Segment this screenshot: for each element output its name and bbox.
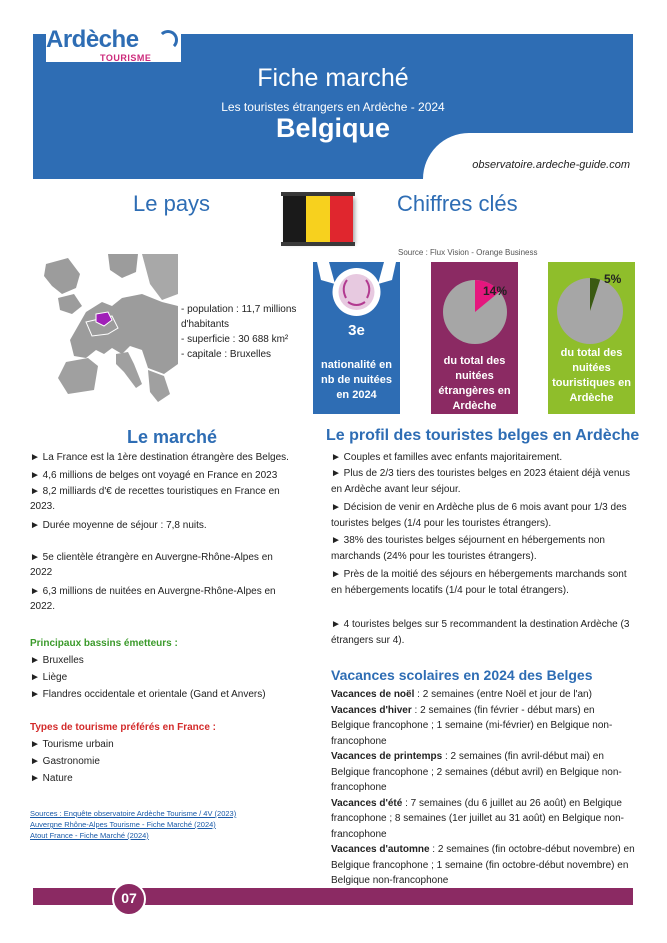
vacances-entry — [331, 749, 636, 796]
brand-name: Ardèche — [46, 26, 139, 53]
logo-swoosh-icon — [158, 30, 178, 50]
country-facts — [181, 302, 301, 362]
vacances-text: : 2 semaines (fin octobre-début novembre) en Belgique francophone ; 1 semaine (fin octobre-début novembre) en Belgique non-francophone — [331, 844, 635, 886]
vacances-text: : 2 semaines (fin avril-début mai) en Belgique francophone ; 2 semaines (début avril) en Belgique non-francophone — [331, 751, 622, 793]
vacances-label: Vacances de printemps — [331, 751, 443, 762]
vacances-entry — [331, 703, 636, 750]
pays-title: Le pays — [133, 191, 211, 216]
source-link[interactable]: Atout France - Fiche Marché (2024) — [30, 831, 149, 840]
list-item: ► La France est la 1ère destination étrangère des Belges. — [30, 452, 289, 463]
vacances-text: : 2 semaines (entre Noël et jour de l'an) — [414, 689, 592, 700]
list-item: ► Liège — [30, 672, 68, 683]
vacances-body — [331, 687, 636, 889]
foreign-share-label: 14% — [483, 284, 508, 298]
belgium-flag-icon — [283, 196, 353, 242]
total-share-label: 5% — [604, 272, 622, 286]
bassins-list — [30, 652, 266, 703]
list-item: ► Flandres occidentale et orientale (Gand et Anvers) — [30, 689, 266, 700]
types-list — [30, 736, 114, 787]
total-share-pie — [556, 277, 624, 345]
vacances-entry — [331, 796, 636, 843]
chiffres-title: Chiffres clés — [397, 191, 518, 216]
list-item: ► Bruxelles — [30, 655, 84, 666]
source-link[interactable]: Auvergne Rhône-Alpes Tourisme - Fiche Marché (2024) — [30, 820, 216, 829]
vacances-label: Vacances d'hiver — [331, 704, 412, 716]
vacances-label: Vacances de noël — [331, 689, 415, 700]
list-item: ► Gastronomie — [30, 756, 100, 767]
vacances-entry — [331, 687, 636, 703]
rank-value: 3e — [348, 322, 365, 339]
brand-sub: TOURISME — [100, 53, 152, 63]
kpi-card-rank — [313, 262, 400, 414]
country-title: Belgique — [275, 113, 390, 143]
sources-block — [30, 808, 236, 841]
list-item: ► 8,2 milliards d'€ de recettes touristiques en France en 2023. — [30, 486, 280, 512]
list-item: ► Tourisme urbain — [30, 739, 114, 750]
europe-map-icon — [38, 254, 178, 404]
rank-caption: nationalité en nb de nuitées en 2024 — [321, 359, 392, 401]
list-item: ► 4,6 millions de belges ont voyagé en France en 2023 — [30, 470, 278, 481]
document-subtitle: Les touristes étrangers en Ardèche - 2024 — [221, 100, 445, 114]
vacances-text: : 7 semaines (du 6 juillet au 26 août) en Belgique francophone ; 8 semaines (1er juillet au 31 août) en Belgique non-francophone — [331, 797, 624, 840]
kpi-card-foreign-share — [431, 262, 518, 414]
source-link[interactable]: Sources : Enquête observatoire Ardèche Tourisme / 4V (2023) — [30, 809, 237, 818]
vacances-label: Vacances d'été — [331, 797, 403, 809]
fact-population: - population : 11,7 millions d'habitants — [181, 304, 297, 330]
vacances-entry — [331, 842, 636, 889]
vacances-text: : 2 semaines (fin février - début mars) en Belgique francophone ; 1 semaine (mi-février) en Belgique non-francophone — [331, 704, 613, 747]
list-item: ► Nature — [30, 773, 73, 784]
list-item: ► 4 touristes belges sur 5 recommandent la destination Ardèche (3 étrangers sur 4). — [331, 619, 630, 646]
list-item: ► Décision de venir en Ardèche plus de 6 mois avant pour 1/3 des touristes belges (1/4 pour les touristes étrangers). — [331, 502, 627, 529]
fact-area: - superficie : 30 688 km² — [181, 334, 289, 345]
flag-rod-bottom — [281, 242, 355, 246]
vacances-title: Vacances scolaires en 2024 des Belges — [331, 667, 593, 683]
list-item: ► Couples et familles avec enfants majoritairement. — [331, 452, 563, 463]
profil-title: Le profil des touristes belges en Ardèche — [326, 427, 640, 444]
fact-capital: - capitale : Bruxelles — [181, 349, 272, 360]
list-item: ► 5e clientèle étrangère en Auvergne-Rhône-Alpes en 2022 — [30, 552, 273, 578]
types-title: Types de tourisme préférés en France : — [30, 722, 216, 733]
list-item: ► 38% des touristes belges séjournent en hébergements non marchands (24% pour les touristes étrangers). — [331, 535, 605, 562]
list-item: ► Durée moyenne de séjour : 7,8 nuits. — [30, 520, 207, 531]
kpi-card-total-share — [548, 262, 635, 414]
list-item: ► Plus de 2/3 tiers des touristes belges en 2023 étaient déjà venus en Ardèche avant leur séjour. — [331, 468, 630, 495]
ardeche-logo — [46, 24, 181, 62]
list-item: ► Près de la moitié des séjours en hébergements marchands sont en hébergements locatifs (1/4 pour le total étrangers). — [331, 569, 627, 596]
marche-title: Le marché — [127, 427, 218, 447]
vacances-label: Vacances d'automne — [331, 844, 430, 855]
page-number: 07 — [112, 882, 146, 916]
medal-icon — [313, 262, 400, 322]
list-item: ► 6,3 millions de nuitées en Auvergne-Rhône-Alpes en 2022. — [30, 586, 276, 612]
site-link[interactable]: observatoire.ardeche-guide.com — [472, 159, 630, 171]
total-share-caption: du total des nuitées touristiques en Ardèche — [552, 347, 631, 404]
document-title: Fiche marché — [257, 64, 409, 92]
source-note: Source : Flux Vision - Orange Business — [398, 248, 538, 257]
foreign-share-caption: du total des nuitées étrangères en Ardèche — [438, 355, 511, 412]
bassins-title: Principaux bassins émetteurs : — [30, 638, 178, 649]
